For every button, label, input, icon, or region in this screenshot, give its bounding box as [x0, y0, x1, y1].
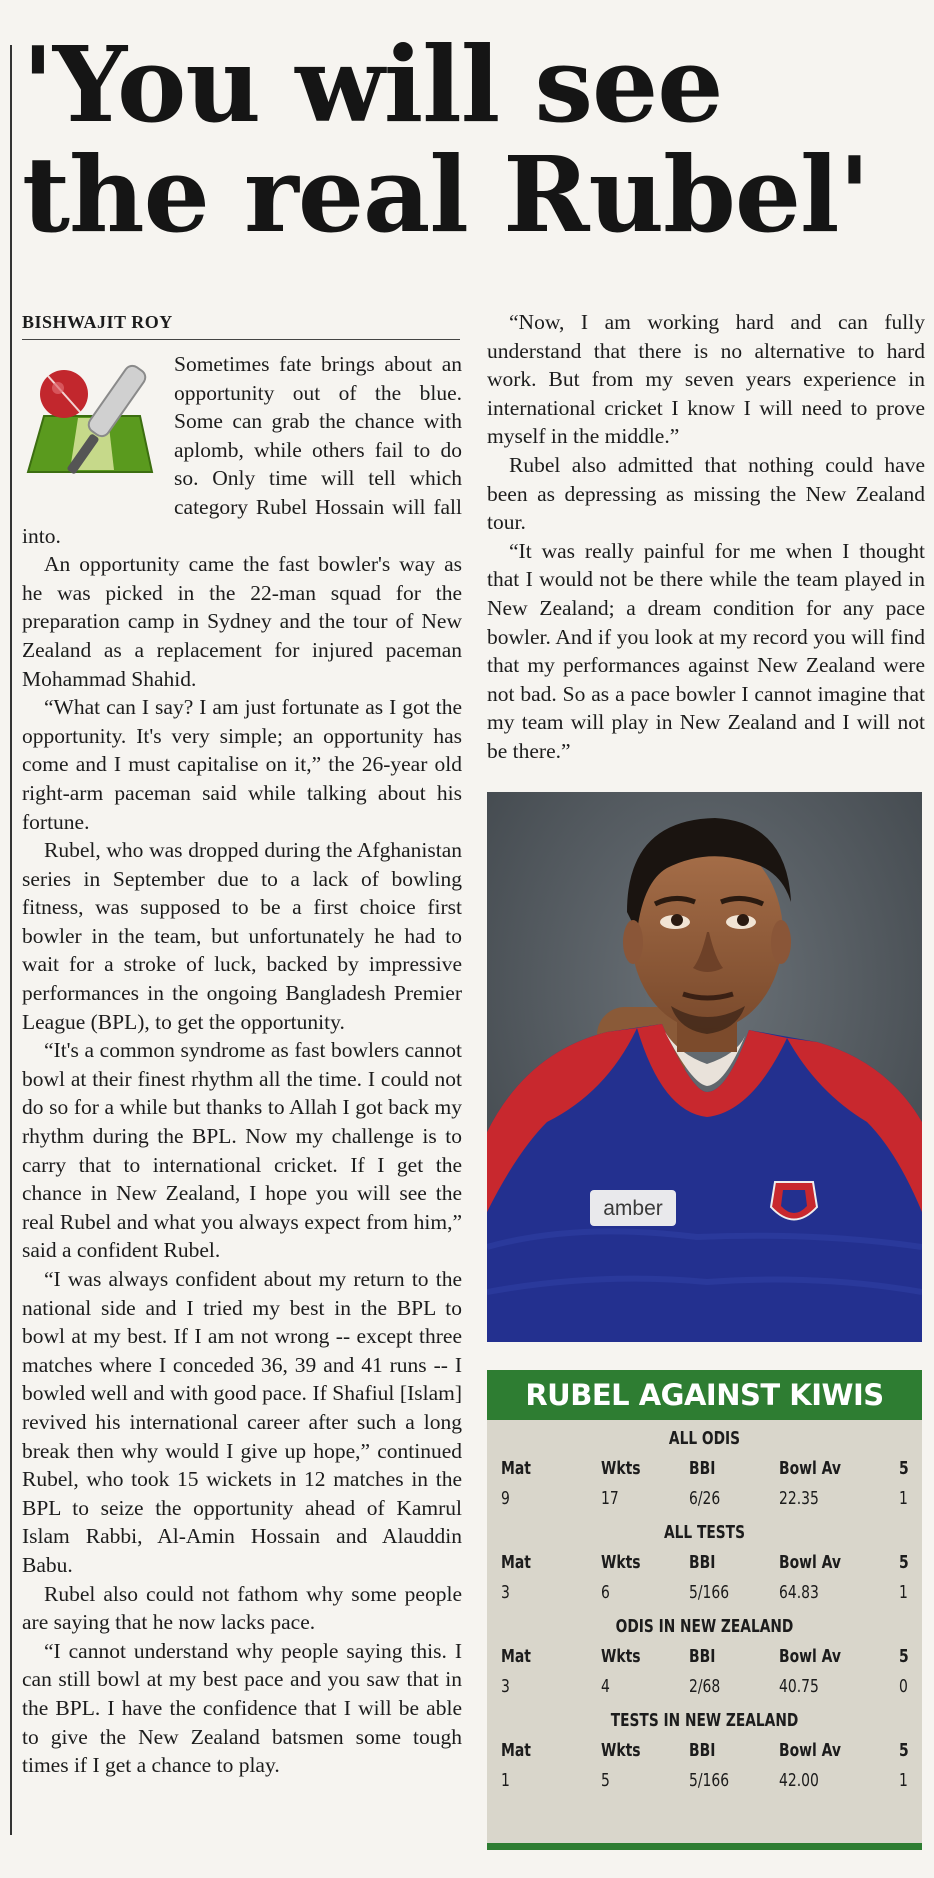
- left-column-rule: [10, 45, 12, 1835]
- article-paragraph: Rubel also admitted that nothing could have been as depressing as missing the New Zealand tour.: [487, 452, 925, 535]
- column-header: Wkts: [601, 1458, 641, 1479]
- column-header: Wkts: [601, 1740, 641, 1761]
- column-header: Bowl Av: [779, 1552, 841, 1573]
- headline: 'You will see the real Rubel': [22, 23, 870, 256]
- article-paragraph: “What can I say? I am just fortunate as I got the opportunity. It's very simple; an opportunity has come and I must capitalise on it,” the 26-year old right-arm paceman said while talking about his fortune.: [22, 695, 462, 834]
- player-photo: [487, 792, 922, 1342]
- column-header: Bowl Av: [779, 1740, 841, 1761]
- column-header: 5: [899, 1646, 909, 1667]
- column-header: Mat: [501, 1552, 531, 1573]
- stats-data-row: [487, 1672, 922, 1702]
- column-header: Wkts: [601, 1646, 641, 1667]
- article-paragraph: Rubel, who was dropped during the Afghanistan series in September due to a lack of bowling fitness, was supposed to be a first choice first bowler in the team, but unfortunately he had to wait for a stroke of luck, backed by impressive performances in the ongoing Bangladesh Premier League (BPL), to get the opportunity.: [22, 838, 462, 1034]
- stats-section-title: ALL TESTS: [663, 1522, 745, 1543]
- stats-section-title: TESTS IN NEW ZEALAND: [610, 1710, 799, 1731]
- column-header: Bowl Av: [779, 1458, 841, 1479]
- column-header: Mat: [501, 1646, 531, 1667]
- article-paragraph: Sometimes fate brings about an opportunity out of the blue. Some can grab the chance with aplomb, while others fail to do so. Only time will tell which category Rubel Hossain will fall into.: [22, 352, 462, 548]
- stat-cell: 3: [501, 1676, 510, 1697]
- stats-data-row: [487, 1484, 922, 1514]
- stat-cell: 5/166: [689, 1582, 730, 1603]
- article-paragraph: An opportunity came the fast bowler's way as he was picked in the 22-man squad for the preparation camp in Sydney and the tour of New Zealand as a replacement for injured paceman Mohammad Shahid.: [22, 552, 462, 691]
- byline: BISHWAJIT ROY: [22, 312, 460, 340]
- stat-cell: 64.83: [779, 1582, 819, 1603]
- article-paragraph: “Now, I am working hard and can fully understand that there is no alternative to hard work. But from my seven years experience in international cricket I know I will need to prove myself in the middle.”: [487, 310, 925, 449]
- column-header: Mat: [501, 1740, 531, 1761]
- stat-cell: 4: [601, 1676, 610, 1697]
- article-paragraph: Rubel also could not fathom why some people are saying that he now lacks pace.: [22, 1581, 462, 1635]
- stats-section-title: ODIS IN NEW ZEALAND: [615, 1616, 794, 1637]
- column-header: Wkts: [601, 1552, 641, 1573]
- stat-cell: 22.35: [779, 1488, 819, 1509]
- stat-cell: 2/68: [689, 1676, 721, 1697]
- stats-header-row: [487, 1736, 922, 1766]
- stats-data-row: [487, 1766, 922, 1796]
- article-paragraph: “It was really painful for me when I thought that I would not be there while the team played in New Zealand; a dream condition for any pace bowler. And if you look at my record you will find that my performances against New Zealand were not bad. So as a pace bowler I cannot imagine that my team will play in New Zealand and I will not be there.”: [487, 538, 925, 763]
- stat-cell: 0: [899, 1676, 908, 1697]
- column-header: BBI: [689, 1458, 716, 1479]
- player-photo-illustration: [487, 792, 922, 1342]
- column-header: Mat: [501, 1458, 531, 1479]
- article-paragraph: “I cannot understand why people saying this. I can still bowl at my best pace and you saw that in the BPL. I have the confidence that I will be able to give the New Zealand batsmen some tough times if I get a chance to play.: [22, 1638, 462, 1778]
- stats-title: RUBEL AGAINST KIWIS: [487, 1370, 922, 1420]
- stats-data-row: [487, 1578, 922, 1608]
- stat-cell: 1: [899, 1770, 908, 1791]
- column-header: BBI: [689, 1552, 716, 1573]
- stat-cell: 40.75: [779, 1676, 819, 1697]
- stats-header-row: [487, 1454, 922, 1484]
- jersey-sponsor-text: amber: [603, 1197, 663, 1220]
- stats-box: [487, 1370, 922, 1850]
- column-header: 5: [899, 1740, 909, 1761]
- stat-cell: 6/26: [689, 1488, 721, 1509]
- column-header: BBI: [689, 1740, 716, 1761]
- stat-cell: 3: [501, 1582, 510, 1603]
- article-paragraph: “It's a common syndrome as fast bowlers cannot bowl at their finest rhythm all the time. I could not do so for a while but thanks to Allah I got back my rhythm during the BPL. Now my challenge is to carry that to international cricket. If I get the chance in New Zealand, I hope you will see the real Rubel and what you always expect from him,” said a confident Rubel.: [22, 1038, 462, 1263]
- stats-header-row: [487, 1642, 922, 1672]
- column-header: Bowl Av: [779, 1646, 841, 1667]
- stat-cell: 1: [899, 1488, 908, 1509]
- cricket-icon: [22, 354, 162, 494]
- column-header: BBI: [689, 1646, 716, 1667]
- stat-cell: 9: [501, 1488, 510, 1509]
- article-right-column: [487, 308, 925, 766]
- stat-cell: 1: [899, 1582, 908, 1603]
- article-left-column: [22, 350, 462, 1780]
- stat-cell: 42.00: [779, 1770, 819, 1791]
- article-paragraph: “I was always confident about my return to the national side and I tried my best in the BPL to bowl at my best. If I am not wrong -- except three matches where I conceded 36, 39 and 41 runs -- I bowled well and with good pace. If Shafiul [Islam] revived his international career after such a long break then why would I give up hope,” continued Rubel, who took 15 wickets in 12 matches in the BPL to seize the opportunity ahead of Kamrul Islam Rabbi, Al-Amin Hossain and Alauddin Babu.: [22, 1267, 462, 1577]
- column-header: 5: [899, 1552, 909, 1573]
- stats-header-row: [487, 1548, 922, 1578]
- column-header: 5: [899, 1458, 909, 1479]
- stat-cell: 6: [601, 1582, 610, 1603]
- stat-cell: 5/166: [689, 1770, 730, 1791]
- stats-section-title: ALL ODIS: [668, 1428, 741, 1449]
- stat-cell: 17: [601, 1488, 619, 1509]
- stat-cell: 5: [601, 1770, 610, 1791]
- stat-cell: 1: [501, 1770, 510, 1791]
